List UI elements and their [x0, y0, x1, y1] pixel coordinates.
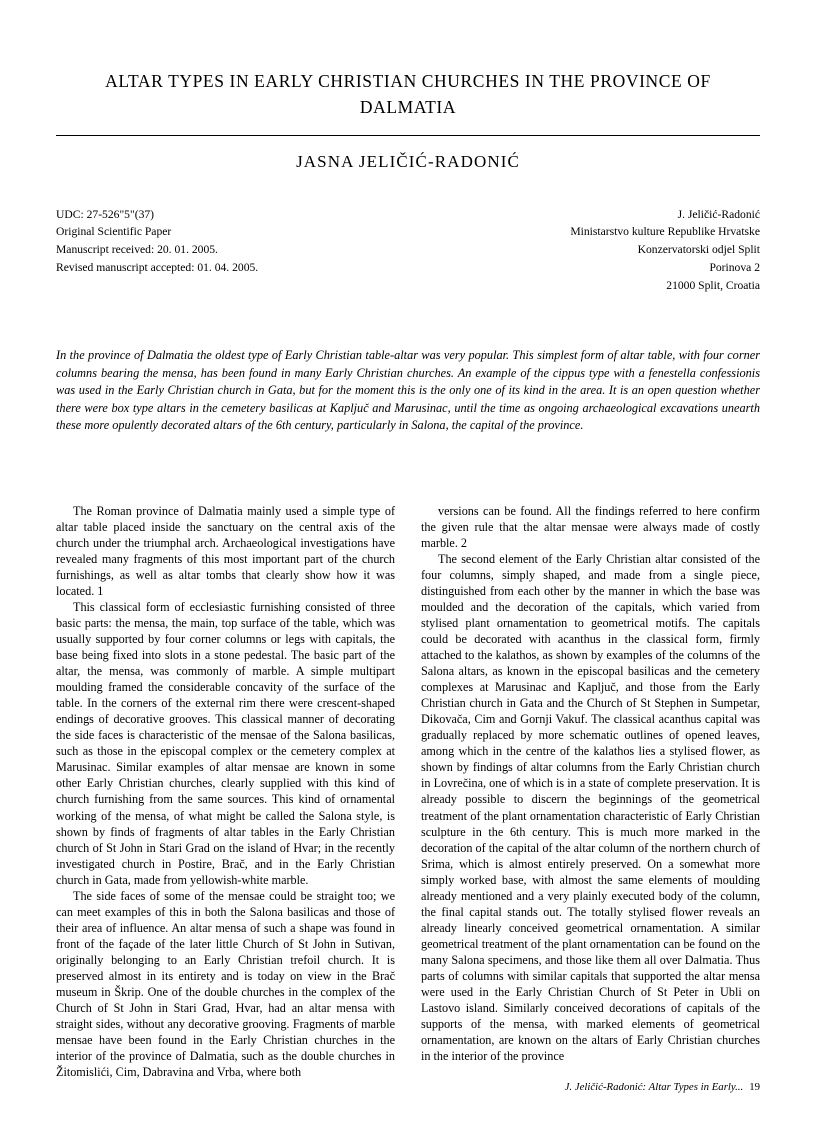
page-number: 19 [749, 1081, 760, 1093]
metadata-right-line: Konzervatorski odjel Split [637, 243, 760, 257]
metadata-left [56, 206, 394, 296]
page-footer [565, 1081, 760, 1093]
author-name: JASNA JELIČIĆ-RADONIĆ [296, 151, 520, 171]
metadata-left-line: UDC: 27-526"5"(37) [56, 207, 155, 221]
page-title: ALTAR TYPES IN EARLY CHRISTIAN CHURCHES IN THE PROVINCE OF DALMATIA [105, 71, 711, 118]
metadata-right-line: Ministarstvo kulture Republike Hrvatske [570, 225, 760, 239]
metadata-right-line: J. Jeličić-Radonić [677, 207, 760, 221]
metadata-right-line: Porinova 2 [709, 261, 760, 275]
paragraph: The side faces of some of the mensae could be straight too; we can meet examples of this in both the Salona basilicas and those of their area of influence. An altar mensa of such a shape was found in front of the façade of the later little Church of St John in Sutivan, originally belonging to an Early Christian trefoil church. It is preserved almost in its entirety and is today on view in the Brač museum in Škrip. One of the double churches in the complex of the Church of St John in Stari Grad, Hvar, had an altar mensa with straight sides, without any decorative grooving. Fragments of marble mensae have been found in the Early Christian churches in the interior of the province of Dalmatia, such as the double churches in Žitomislići, Cim, Dabravina and Vrba, where both [56, 888, 395, 1080]
metadata-left-line: Manuscript received: 20. 01. 2005. [56, 243, 218, 257]
metadata-right-line: 21000 Split, Croatia [666, 279, 760, 293]
paragraph: The second element of the Early Christian altar consisted of the four columns, simply shaped, and made from a single piece, distinguished from each other by the manner in which the base was moulded and the decoration of the capitals, which varied from stylised plant ornamentation to geometrical motifs. The capitals could be decorated with acanthus in the classical form, firmly attached to the kalathos, as shown by examples of the columns of the Salona altars, as known in the episcopal basilicas and the cemetery complexes at Marusinac and Kapljuč, and those from the Early Christian church in Gata and the Church of St Stephen in Sumpetar, Dikovača, Cim and Gornji Vakuf. The classical acanthus capital was gradually replaced by more schematic outlines of opened leaves, among which in the centre of the kalathos lies a stylised flower, as shown by findings of altar columns from the Early Christian church in Lovrečina, one of which is in a state of complete preservation. It is already possible to discern the beginnings of the geometrical treatment of the plant ornamentation characteristic of Early Christian sculpture in the 6th century. This is much more marked in the decoration of the capital of the altar column of the northern church of Srima, which is almost entirely preserved. On a somewhat more simply worked base, with almost the same elements of moulding already mentioned and a very plainly executed body of the column, the final capital stands out. The totally stylised flower reveals an already linearly conceived geometrical ornamentation. A similar geometrical treatment of the plant ornamentation can be found on the many Salona specimens, and those like them all over Dalmatia. Thus parts of columns with similar capitals that supported the altar mensa were used in the Early Christian Church of St Peter in Ubli on Lastovo island. Similarly conceived decorations of capitals of the supports of the mensa, with marked elements of geometrical ornamentation, are known on the altars of Early Christian churches in the interior of the province [421, 551, 760, 1064]
title-divider [56, 135, 760, 136]
metadata-left-line: Revised manuscript accepted: 01. 04. 2005. [56, 261, 259, 275]
right-column [421, 503, 760, 1081]
paragraph: versions can be found. All the findings referred to here confirm the given rule that the altar mensae were always made of costly marble. 2 [421, 503, 760, 550]
abstract: In the province of Dalmatia the oldest type of Early Christian table-altar was very popular. This simplest form of altar table, with four corner columns bearing the mensa, has been found in many Early Christian churches. An example of the cippus type with a fenestella confessionis was used in the Early Christian church in Gata, but for the moment this is the only one of its kind in the area. It is an open question whether there were box type altars in the cemetery basilicas at Kapljuč and Marusinac, until the time as ongoing archaeological excavations unearth these more opulently decorated altars of the 6th century, particularly in Salona, the capital of the province. [56, 348, 760, 433]
left-column [56, 503, 395, 1081]
metadata-right [422, 206, 760, 296]
metadata-left-line: Original Scientific Paper [56, 225, 172, 239]
metadata-block [56, 206, 760, 296]
paragraph: This classical form of ecclesiastic furnishing consisted of three basic parts: the mensa, the main, top surface of the table, which was usually supported by four corner columns or legs with capitals, the base being fixed into slots in a stone pedestal. The basic part of the altar, the mensa, was commonly of marble. A simple multipart moulding framed the considerable concavity of the surface of the table. In the corners of the external rim there were crescent-shaped endings of decorative grooves. This classical manner of decorating the side faces is characteristic of the mensae of the Salona basilicas, such as those in the episcopal complex or the cemetery complex at Marusinac. Similar examples of altar mensae are known in some other Early Christian churches, clearly supplied with this kind of church furnishing from the same sources. This kind of ornamental working of the mensa, of what might be called the Salona style, is shown by finds of fragments of altar tables in the Early Christian church of St John in Stari Grad on the island of Hvar; in the recently investigated church in Postire, Brač, and in the Early Christian church in Gata, made from yellowish-white marble. [56, 599, 395, 887]
footer-running-title: J. Jeličić-Radonić: Altar Types in Early... [564, 1081, 744, 1093]
body-columns [56, 503, 760, 1081]
paragraph: The Roman province of Dalmatia mainly used a simple type of altar table placed inside the sanctuary on the central axis of the church under the triumphal arch. Archaeological investigations have revealed many fragments of this most important part of the church furnishings, as well as altar tombs that clearly show how it was located. 1 [56, 503, 395, 598]
